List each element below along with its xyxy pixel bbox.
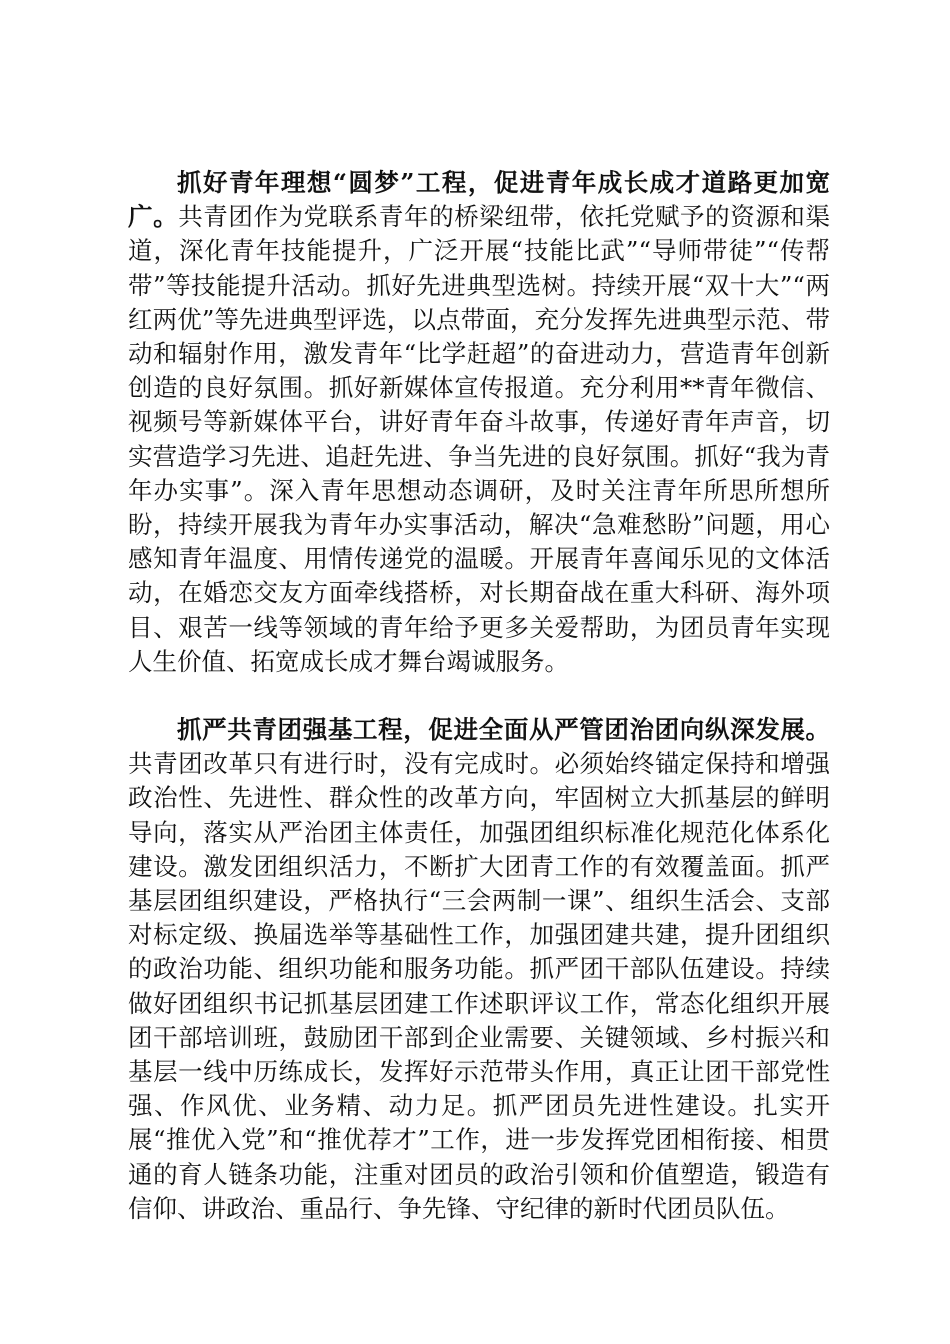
document-body <box>128 166 830 1226</box>
paragraph-heading: 抓严共青团强基工程，促进全面从严管团治团向纵深发展。 <box>177 715 830 745</box>
paragraph-heading: 抓好青年理想“圆梦”工程，促进青年成长成才道路更加宽广。 <box>128 168 830 232</box>
paragraph-text: 共青团改革只有进行时，没有完成时。必须始终锚定保持和增强政治性、先进性、群众性的改革方向，牢固树立大抓基层的鲜明导向，落实从严治团主体责任，加强团组织标准化规范化体系化建设。激发团组织活力，不断扩大团青工作的有效覆盖面。抓严基层团组织建设，严格执行“三会两制一课”、组织生活会、支部对标定级、换届选举等基础性工作，加强团建共建，提升团组织的政治功能、组织功能和服务功能。抓严团干部队伍建设。持续做好团组织书记抓基层团建工作述职评议工作，常态化组织开展团干部培训班，鼓励团干部到企业需要、关键领域、乡村振兴和基层一线中历练成长，发挥好示范带头作用，真正让团干部党性强、作风优、业务精、动力足。抓严团员先进性建设。扎实开展“推优入党”和“推优荐才”工作，进一步发挥党团相衔接、相贯通的育人链条功能，注重对团员的政治引领和价值塑造，锻造有信仰、讲政治、重品行、争先锋、守纪律的新时代团员队伍。 <box>128 749 830 1223</box>
paragraph-strengthen-foundation <box>128 713 830 1226</box>
paragraph-youth-dream <box>128 166 830 679</box>
paragraph-text: 共青团作为党联系青年的桥梁纽带，依托党赋予的资源和渠道，深化青年技能提升，广泛开展“技能比武”“导师带徒”“传帮带”等技能提升活动。抓好先进典型选树。持续开展“双十大”“两红两优”等先进典型评选，以点带面，充分发挥先进典型示范、带动和辐射作用，激发青年“比学赶超”的奋进动力，营造青年创新创造的良好氛围。抓好新媒体宣传报道。充分利用**青年微信、视频号等新媒体平台，讲好青年奋斗故事，传递好青年声音，切实营造学习先进、追赶先进、争当先进的良好氛围。抓好“我为青年办实事”。深入青年思想动态调研，及时关注青年所思所想所盼，持续开展我为青年办实事活动，解决“急难愁盼”问题，用心感知青年温度、用情传递党的温暖。开展青年喜闻乐见的文体活动，在婚恋交友方面牵线搭桥，对长期奋战在重大科研、海外项目、艰苦一线等领域的青年给予更多关爱帮助，为团员青年实现人生价值、拓宽成长成才舞台竭诚服务。 <box>128 202 830 676</box>
